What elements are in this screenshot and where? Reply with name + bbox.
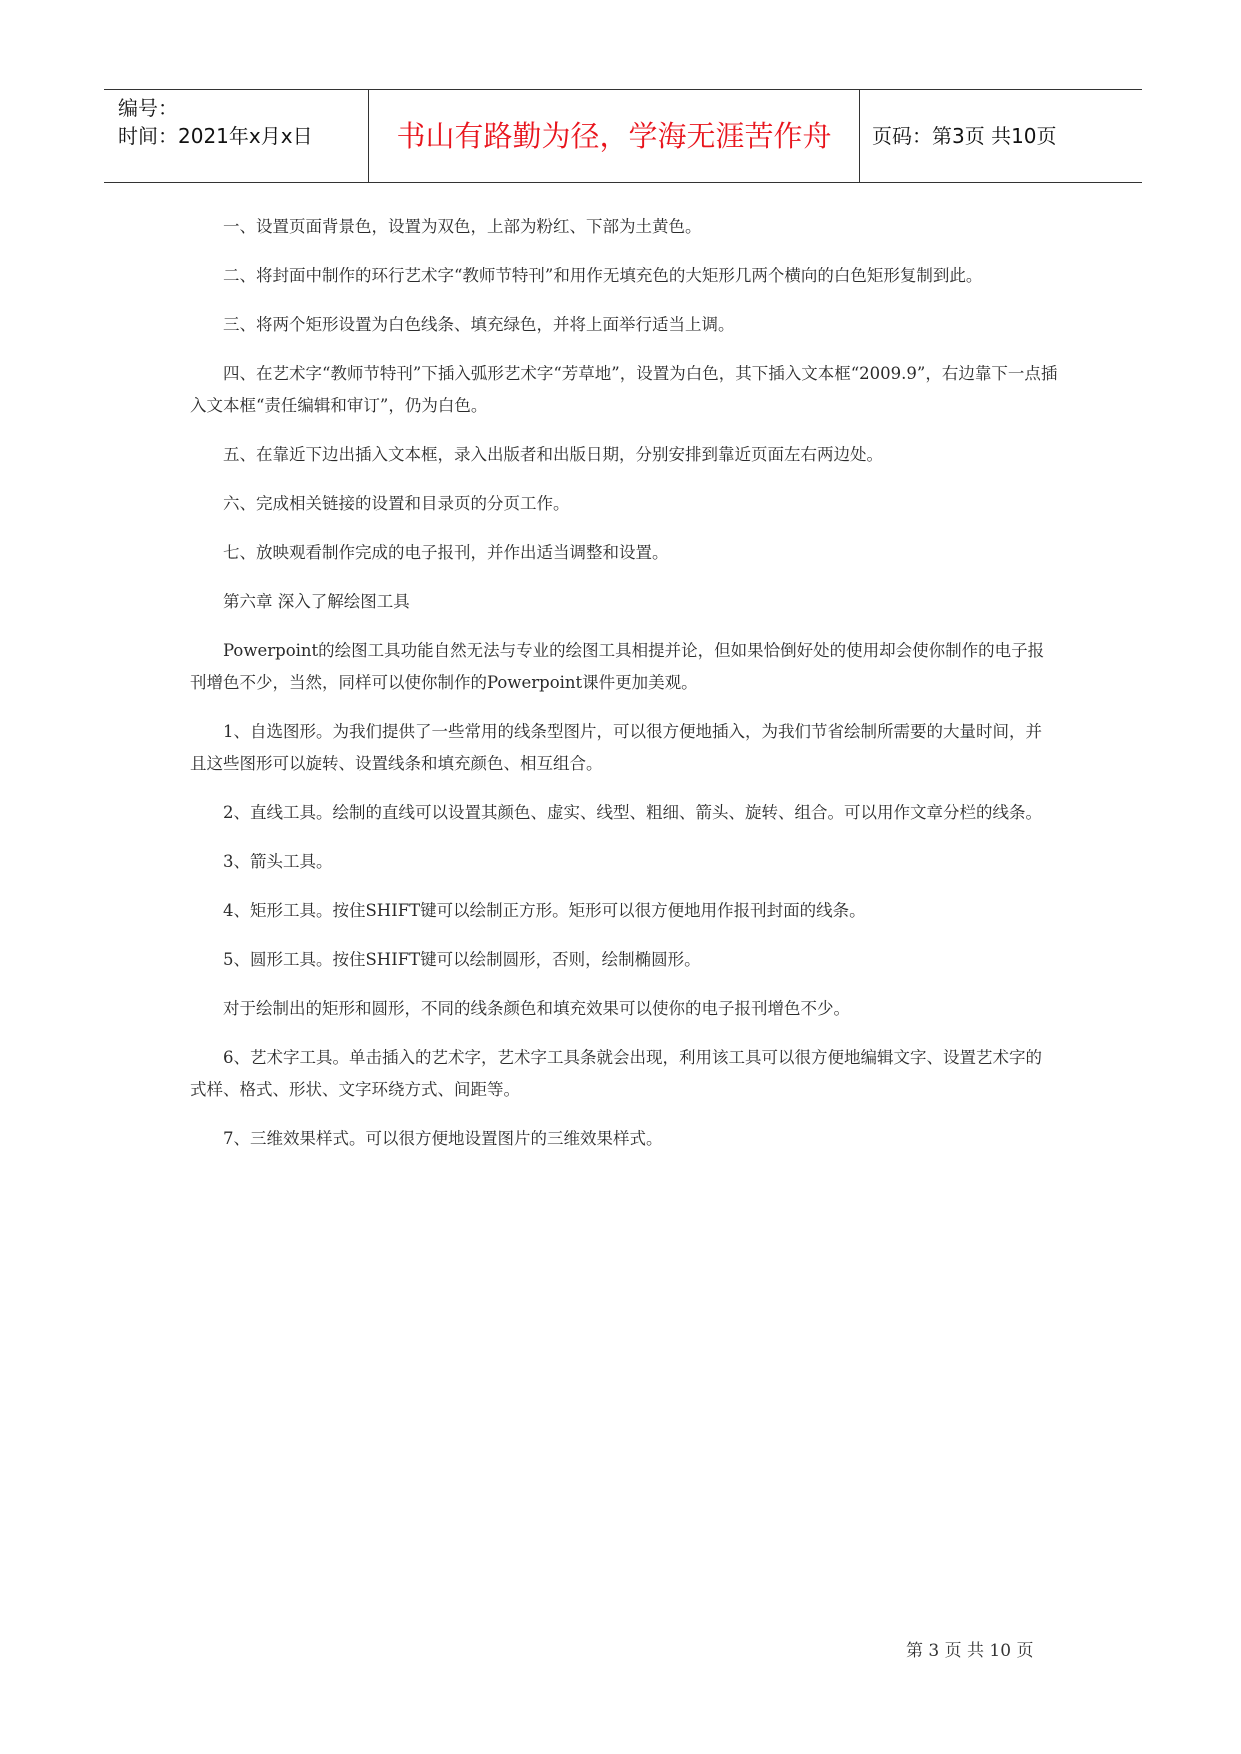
paragraph: 2、直线工具。绘制的直线可以设置其颜色、虚实、线型、粗细、箭头、旋转、组合。可以用作文章分栏的线条。: [223, 803, 1042, 822]
paragraph: 四、在艺术字“教师节特刊”下插入弧形艺术字“芳草地”，设置为白色，其下插入文本框“2009.9”，右边靠下一点插入文本框“责任编辑和审订”，仍为白色。: [190, 364, 1058, 415]
paragraph: 3、箭头工具。: [223, 852, 333, 871]
paragraph: 7、三维效果样式。可以很方便地设置图片的三维效果样式。: [223, 1129, 663, 1148]
paragraph: 一、设置页面背景色，设置为双色，上部为粉红、下部为土黄色。: [223, 217, 702, 236]
paragraph: 二、将封面中制作的环行艺术字“教师节特刊”和用作无填充色的大矩形几两个横向的白色矩形复制到此。: [223, 266, 983, 285]
paragraph: 六、完成相关链接的设置和目录页的分页工作。: [223, 494, 570, 513]
paragraph: 1、自选图形。为我们提供了一些常用的线条型图片，可以很方便地插入，为我们节省绘制所需要的大量时间，并且这些图形可以旋转、设置线条和填充颜色、相互组合。: [190, 722, 1042, 773]
header-divider-right: [859, 90, 860, 182]
header-motto: 书山有路勤为径，学海无涯苦作舟: [396, 119, 832, 153]
header-divider-left: [368, 90, 369, 182]
paragraph: 6、艺术字工具。单击插入的艺术字，艺术字工具条就会出现，利用该工具可以很方便地编辑文字、设置艺术字的式样、格式、形状、文字环绕方式、间距等。: [190, 1048, 1042, 1099]
paragraph: 5、圆形工具。按住SHIFT键可以绘制圆形，否则，绘制椭圆形。: [223, 950, 701, 969]
header-left-block: [118, 94, 313, 150]
header-page-info: 页码：第3页 共10页: [872, 124, 1057, 148]
chapter-heading: 第六章 深入了解绘图工具: [223, 592, 410, 611]
header-time-label: 时间：2021年x月x日: [118, 124, 313, 148]
paragraph: 对于绘制出的矩形和圆形，不同的线条颜色和填充效果可以使你的电子报刊增色不少。: [223, 999, 850, 1018]
paragraph: Powerpoint的绘图工具功能自然无法与专业的绘图工具相提并论，但如果恰倒好处的使用却会使你制作的电子报刊增色不少，当然，同样可以使你制作的Powerpoint课件更加美观。: [190, 641, 1045, 692]
paragraph: 七、放映观看制作完成的电子报刊，并作出适当调整和设置。: [223, 543, 669, 562]
paragraph: 五、在靠近下边出插入文本框，录入出版者和出版日期，分别安排到靠近页面左右两边处。: [223, 445, 883, 464]
page-header: [104, 89, 1142, 183]
paragraph: 4、矩形工具。按住SHIFT键可以绘制正方形。矩形可以很方便地用作报刊封面的线条。: [223, 901, 866, 920]
header-number-label: 编号：: [118, 96, 178, 120]
page-footer: 第 3 页 共 10 页: [906, 1641, 1034, 1661]
paragraph: 三、将两个矩形设置为白色线条、填充绿色，并将上面举行适当上调。: [223, 315, 735, 334]
document-body: [190, 211, 1058, 1172]
